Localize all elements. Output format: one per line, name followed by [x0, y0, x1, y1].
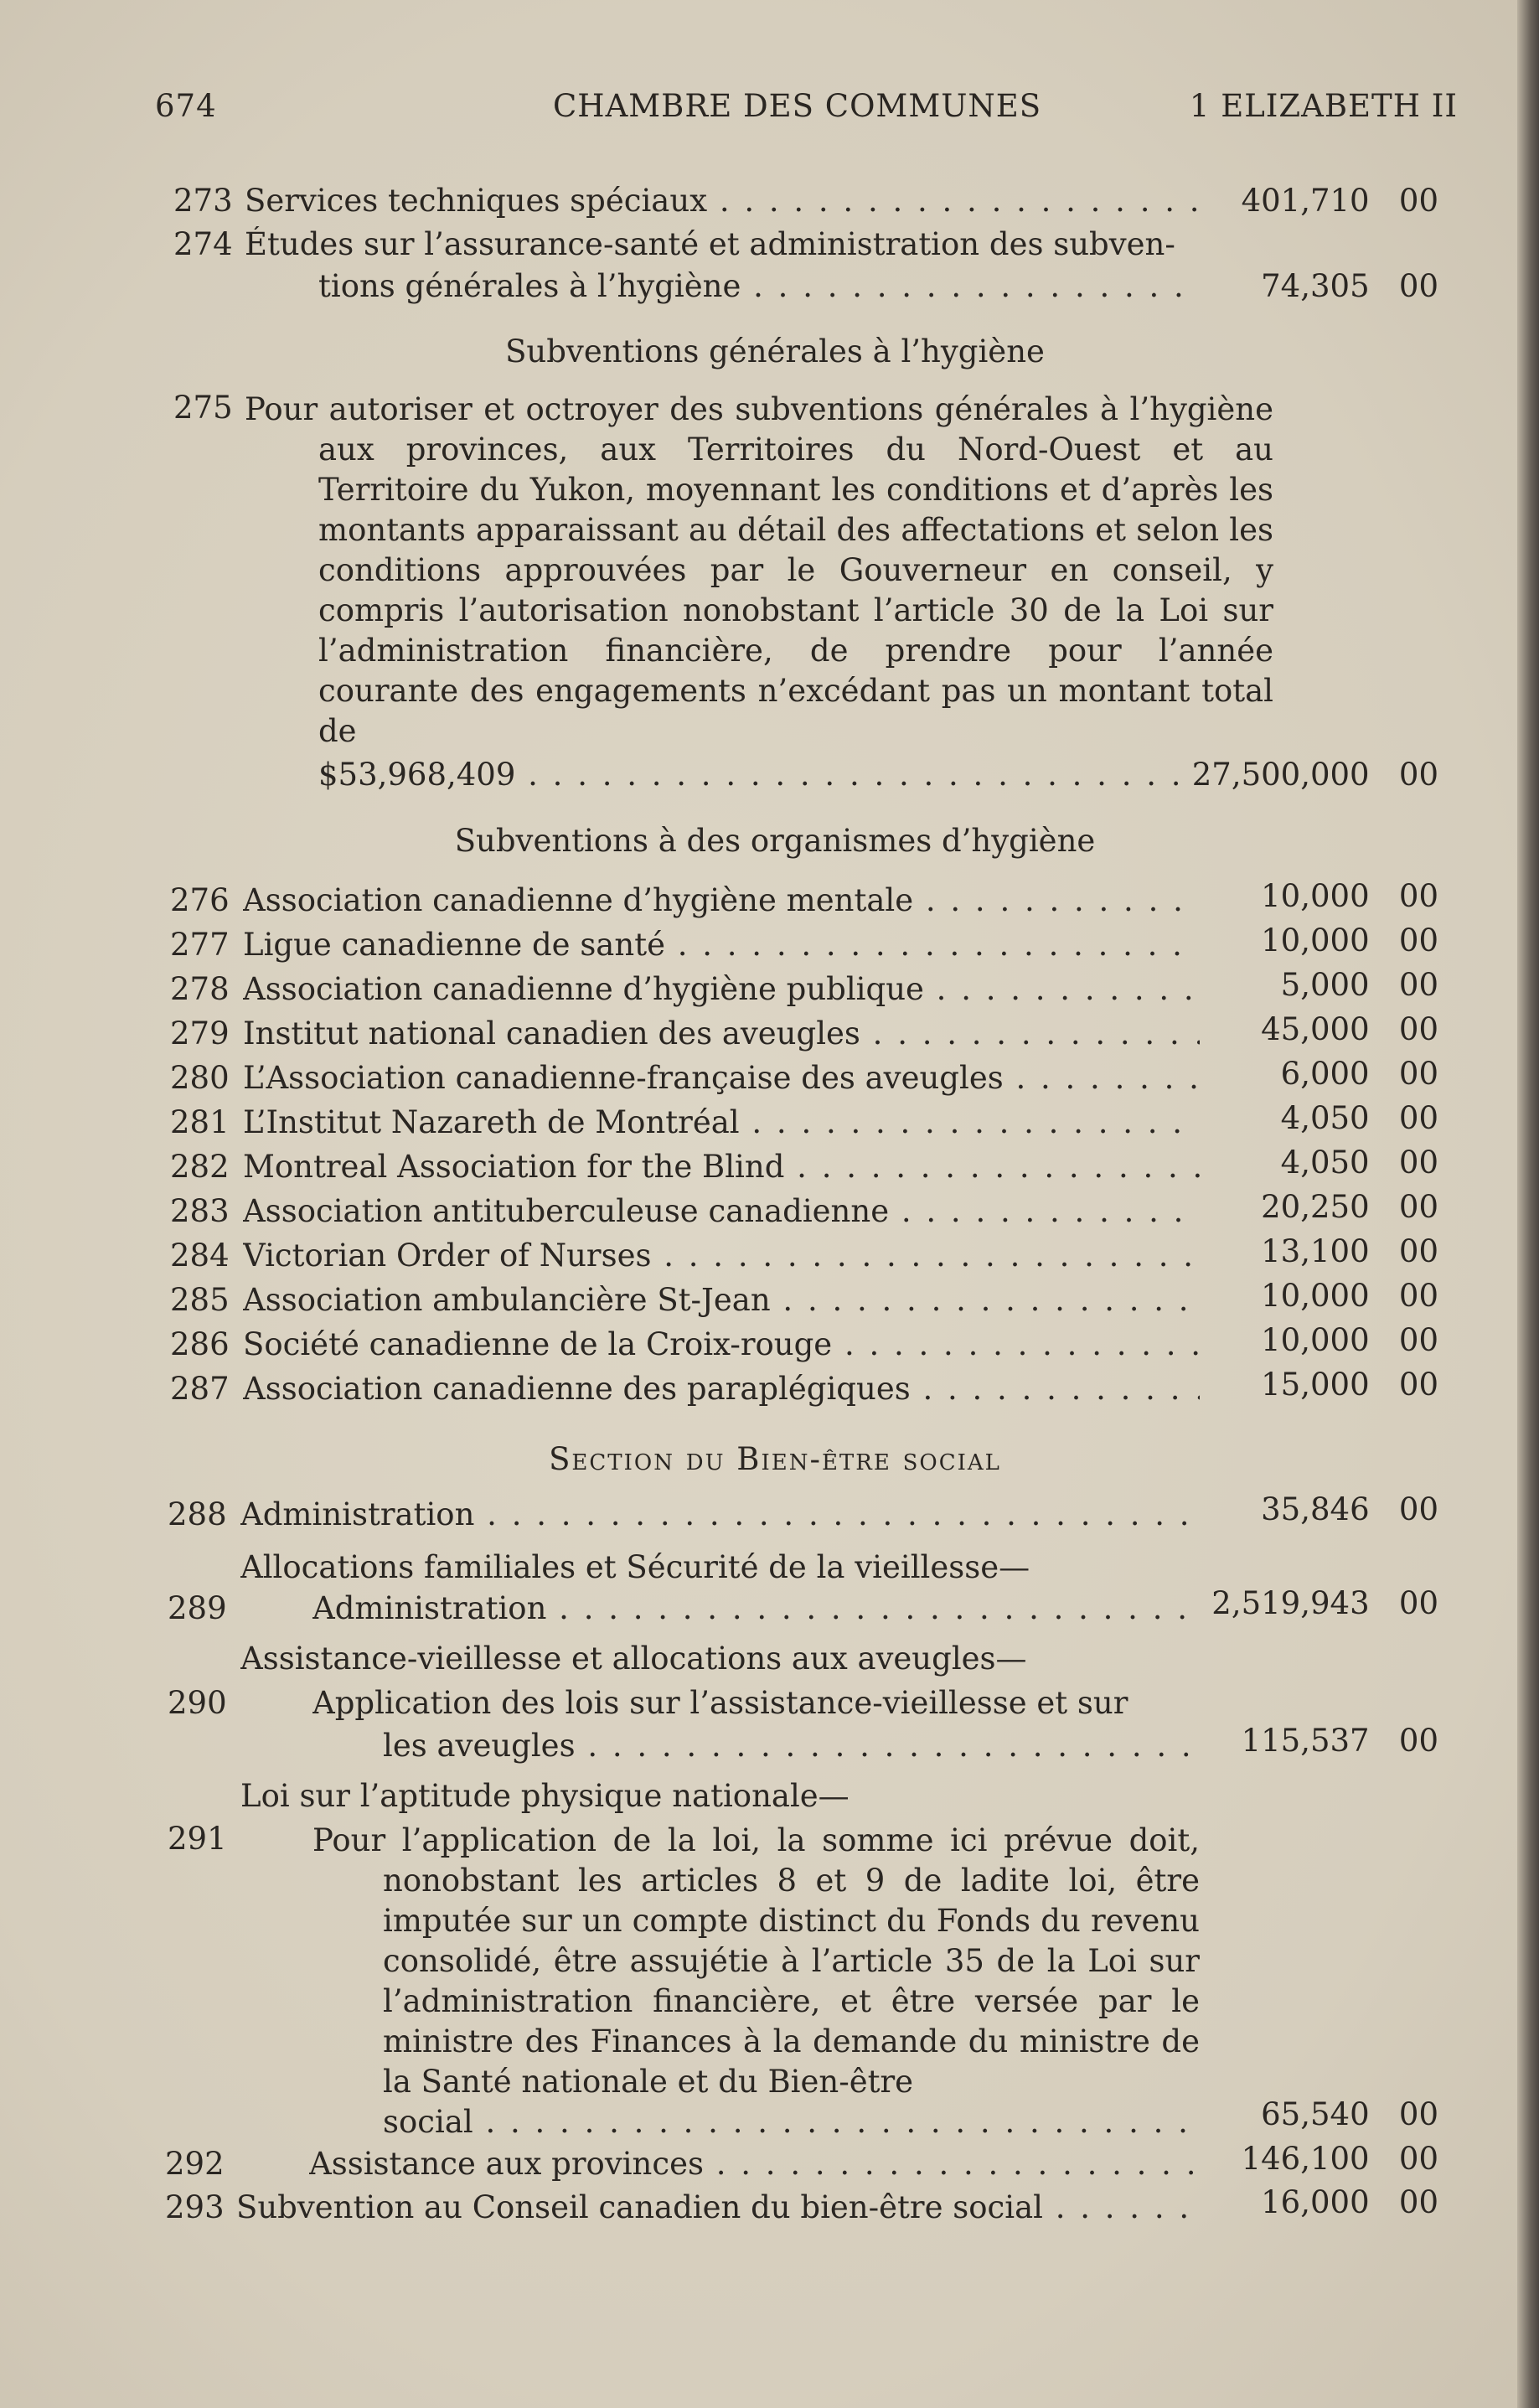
item-amount: 65,540 00 [1261, 2096, 1438, 2132]
item-amount: 401,710 00 [1241, 183, 1438, 219]
item-text: Association canadienne d’hygiène mentale . . . [243, 882, 1200, 918]
item-amount: 45,000 00 [1261, 1011, 1438, 1047]
section-heading: Subventions générales à l’hygiène [505, 333, 1045, 369]
item-number: 285 [170, 1282, 230, 1318]
item-amount: 27,500,000 00 [1191, 757, 1438, 793]
page-edge-shadow [1517, 0, 1539, 2408]
item-amount: 10,000 00 [1261, 922, 1438, 959]
item-number: 279 [170, 1015, 230, 1052]
group-heading: Loi sur l’aptitude physique nationale— [240, 1778, 850, 1814]
item-amount: 13,100 00 [1261, 1233, 1438, 1269]
item-text: Association canadienne d’hygiène publique . . . [243, 971, 1200, 1007]
item-text: $53,968,409 . . . [318, 757, 1200, 793]
item-number: 273 [173, 183, 233, 219]
item-text: Association canadienne des paraplégiques . . . [243, 1371, 1200, 1407]
item-amount: 35,846 00 [1261, 1491, 1438, 1527]
item-text: L’Association canadienne-française des aveugles . . . [243, 1060, 1200, 1096]
item-text: L’Institut Nazareth de Montréal . . . [243, 1104, 1200, 1140]
item-number: 286 [170, 1326, 230, 1362]
item-text: Administration . . . [312, 1590, 1200, 1626]
page-number: 674 [155, 88, 217, 124]
item-text: Pour l’application de la loi, la somme ici prévue doit, nonobstant les articles 8 et 9 de ladite loi, être imputée sur un compte distinct du Fonds du revenu consolidé, être assujétie à l’article 35 de la Loi sur l’administration financière, et être versée par le ministre des Finances à la demande du ministre de la Santé nationale et du Bien-être [312, 1822, 1200, 2100]
item-text: Études sur l’assurance-santé et administration des subven- [245, 226, 1175, 262]
item-number: 290 [168, 1685, 227, 1721]
item-text: Services techniques spéciaux . . . [245, 183, 1200, 219]
item-number: 288 [168, 1496, 227, 1532]
item-text: tions générales à l’hygiène . . . [318, 268, 1200, 304]
item-number: 287 [170, 1371, 230, 1407]
item-number: 274 [173, 226, 233, 262]
item-text: Application des lois sur l’assistance-vieillesse et sur [312, 1685, 1128, 1721]
item-number: 293 [165, 2189, 225, 2225]
item-amount: 16,000 00 [1261, 2184, 1438, 2220]
item-text: Association ambulancière St-Jean . . . [243, 1282, 1200, 1318]
item-number: 284 [170, 1238, 230, 1274]
item-amount: 4,050 00 [1280, 1100, 1438, 1136]
section-heading: Section du Bien-être social [549, 1441, 1001, 1477]
item-amount: 10,000 00 [1261, 1278, 1438, 1314]
item-text: Pour autoriser et octroyer des subventions générales à l’hygiène aux provinces, aux Territoires du Nord-Ouest et au Territoire du Yukon, moyennant les conditions et d’après les montants apparaissant au détail des affectations et selon les conditions approuvées par le Gouverneur en conseil, y compris l’autorisation nonobstant l’article 30 de la Loi sur l’administration financière, de prendre pour l’année courante des engagements n’excédant pas un montant total de [245, 391, 1273, 749]
item-amount: 20,250 00 [1261, 1189, 1438, 1225]
group-heading: Allocations familiales et Sécurité de la vieillesse— [240, 1549, 1030, 1585]
item-amount: 115,537 00 [1241, 1723, 1438, 1759]
item-text: les aveugles . . . [383, 1728, 1200, 1764]
item-number: 281 [170, 1104, 230, 1140]
item-number: 291 [168, 1821, 227, 1857]
item-number: 276 [170, 882, 230, 918]
item-text: Montreal Association for the Blind . . . [243, 1149, 1200, 1185]
item-number: 280 [170, 1060, 230, 1096]
section-heading: Subventions à des organismes d’hygiène [454, 823, 1096, 859]
reign-label: 1 ELIZABETH II [1189, 88, 1458, 124]
item-amount: 74,305 00 [1261, 268, 1438, 304]
item-number: 278 [170, 971, 230, 1007]
page-title: CHAMBRE DES COMMUNES [553, 88, 1042, 124]
item-amount: 10,000 00 [1261, 878, 1438, 914]
item-amount: 4,050 00 [1280, 1145, 1438, 1181]
item-amount: 6,000 00 [1280, 1056, 1438, 1092]
item-number: 283 [170, 1193, 230, 1229]
item-number: 289 [168, 1590, 227, 1626]
item-amount: 10,000 00 [1261, 1322, 1438, 1358]
item-text: Association antituberculeuse canadienne . . . [243, 1193, 1200, 1229]
item-number: 282 [170, 1149, 230, 1185]
item-amount: 2,519,943 00 [1211, 1585, 1438, 1621]
item-text: Ligue canadienne de santé . . . [243, 927, 1200, 963]
item-amount: 5,000 00 [1280, 967, 1438, 1003]
item-number: 277 [170, 927, 230, 963]
item-text: Victorian Order of Nurses . . . [243, 1238, 1200, 1274]
item-text: Subvention au Conseil canadien du bien-être social . . . [236, 2189, 1200, 2225]
item-text: Administration . . . [240, 1496, 1200, 1532]
page-header [155, 88, 1458, 130]
item-text: social . . . [383, 2104, 1200, 2140]
item-text: Assistance aux provinces . . . [309, 2146, 1200, 2182]
item-text: Société canadienne de la Croix-rouge . . . [243, 1326, 1200, 1362]
item-text: Institut national canadien des aveugles . . . [243, 1015, 1200, 1052]
item-amount: 146,100 00 [1241, 2141, 1438, 2177]
item-number: 275 [173, 390, 233, 426]
item-amount: 15,000 00 [1261, 1367, 1438, 1403]
group-heading: Assistance-vieillesse et allocations aux aveugles— [240, 1641, 1027, 1677]
item-number: 292 [165, 2146, 225, 2182]
